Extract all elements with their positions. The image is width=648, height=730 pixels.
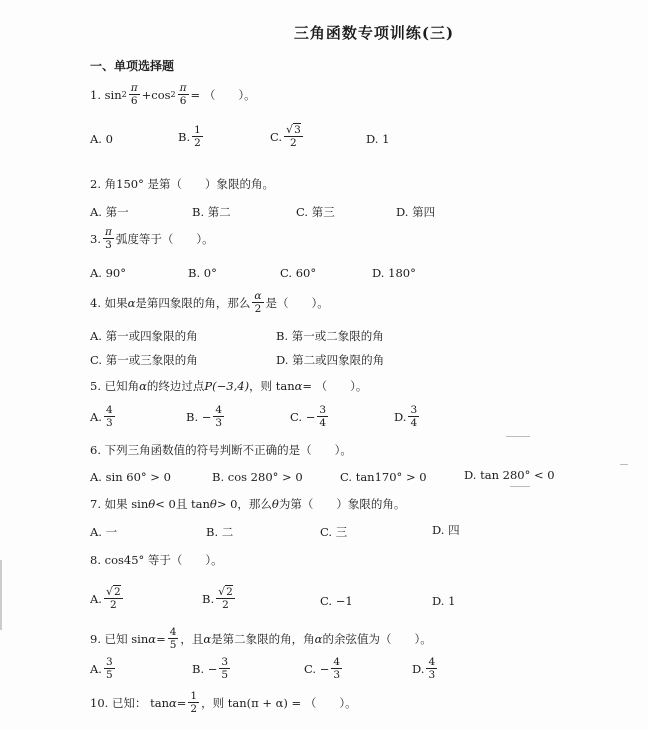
- option-b: B. − $\frac{3}{5}$: [192, 656, 229, 681]
- scan-mark: [506, 436, 530, 437]
- option-d: D. 1: [366, 132, 390, 146]
- option-c: C. 第一或三象限的角: [90, 353, 198, 367]
- page-title: 三角函数专项训练(三): [293, 24, 455, 42]
- question-1: 1. sin 2 $\frac{\pi}{6}$ +cos 2 $\frac{\pi}{6}$ = （ ）。: [90, 82, 256, 107]
- option-d: D. 第二或四象限的角: [276, 353, 385, 367]
- option-b: B. − $\frac{4}{3}$: [186, 404, 223, 429]
- scan-mark: [620, 464, 628, 465]
- option-c: C. − $\frac{3}{4}$: [290, 404, 327, 429]
- question-2: 2. 角150° 是第（ ）象限的角。: [90, 177, 274, 191]
- option-c: C. −1: [320, 594, 353, 608]
- option-a: A. $\frac{√2}{2}$: [90, 585, 121, 611]
- question-4: 4. 如果 α 是第四象限的角，那么 $\frac{\alpha}{2}$ 是（ ）。: [90, 290, 329, 315]
- option-a: A. 第一: [90, 205, 129, 219]
- question-6: 6. 下列三角函数值的符号判断不正确的是（ ）。: [90, 443, 352, 457]
- option-b: B. 第一或二象限的角: [276, 329, 384, 343]
- option-d: D. 180°: [372, 266, 416, 280]
- fraction: $\frac{\pi}{6}$: [130, 82, 138, 107]
- option-c: C. 第三: [296, 205, 335, 219]
- option-a: A. 90°: [90, 266, 126, 280]
- section-heading: 一、单项选择题: [90, 59, 175, 73]
- question-5: 5. 已知角 α 的终边过点 P(−3,4) ，则 tan α = （ ）。: [90, 379, 368, 393]
- question-8: 8. cos45° 等于（ ）。: [90, 553, 223, 567]
- option-b: B. cos 280° > 0: [212, 470, 303, 484]
- option-c: C. 三: [320, 525, 348, 539]
- question-3: 3. $\frac{\pi}{3}$ 弧度等于（ ）。: [90, 226, 214, 251]
- option-c: C. tan170° > 0: [340, 470, 427, 484]
- option-d: D. 1: [432, 594, 456, 608]
- option-a: A. $\frac{3}{5}$: [90, 656, 113, 681]
- option-d: D. 四: [432, 523, 460, 537]
- question-7: 7. 如果 sin θ < 0且 tan θ > 0，那么 θ 为第（ ）象限的角。: [90, 497, 406, 511]
- option-a: A. 一: [90, 525, 118, 539]
- scan-edge-mark: [0, 560, 2, 630]
- scan-mark: [510, 486, 530, 487]
- option-d: D. tan 280° < 0: [464, 468, 555, 482]
- option-a: A. $\frac{4}{3}$: [90, 404, 113, 429]
- option-c: C. 60°: [280, 266, 317, 280]
- option-a: A. sin 60° > 0: [90, 470, 171, 484]
- option-a: A. 第一或四象限的角: [90, 329, 198, 343]
- option-c: C. − $\frac{4}{3}$: [304, 656, 341, 681]
- option-b: B. 第二: [192, 205, 231, 219]
- option-b: B. $\frac{√2}{2}$: [202, 585, 233, 611]
- option-b: B. 二: [206, 525, 234, 539]
- fraction: $\frac{\pi}{6}$: [179, 82, 187, 107]
- option-d: D. $\frac{3}{4}$: [394, 404, 418, 429]
- option-b: B. $\frac{1}{2}$: [178, 124, 201, 149]
- option-b: B. 0°: [188, 266, 217, 280]
- option-d: D. $\frac{4}{3}$: [412, 656, 436, 681]
- option-d: D. 第四: [396, 205, 436, 219]
- option-a: A. 0: [90, 132, 113, 146]
- question-10: 10. 已知： tan α = $\frac{1}{2}$ ，则 tan(π + α) = （ ）。: [90, 690, 357, 715]
- question-9: 9. 已知 sin α = $\frac{4}{5}$ ，且 α 是第二象限的角，角 α 的余弦值为（ ）。: [90, 626, 432, 651]
- option-c: C. $\frac{√3}{2}$: [270, 123, 301, 149]
